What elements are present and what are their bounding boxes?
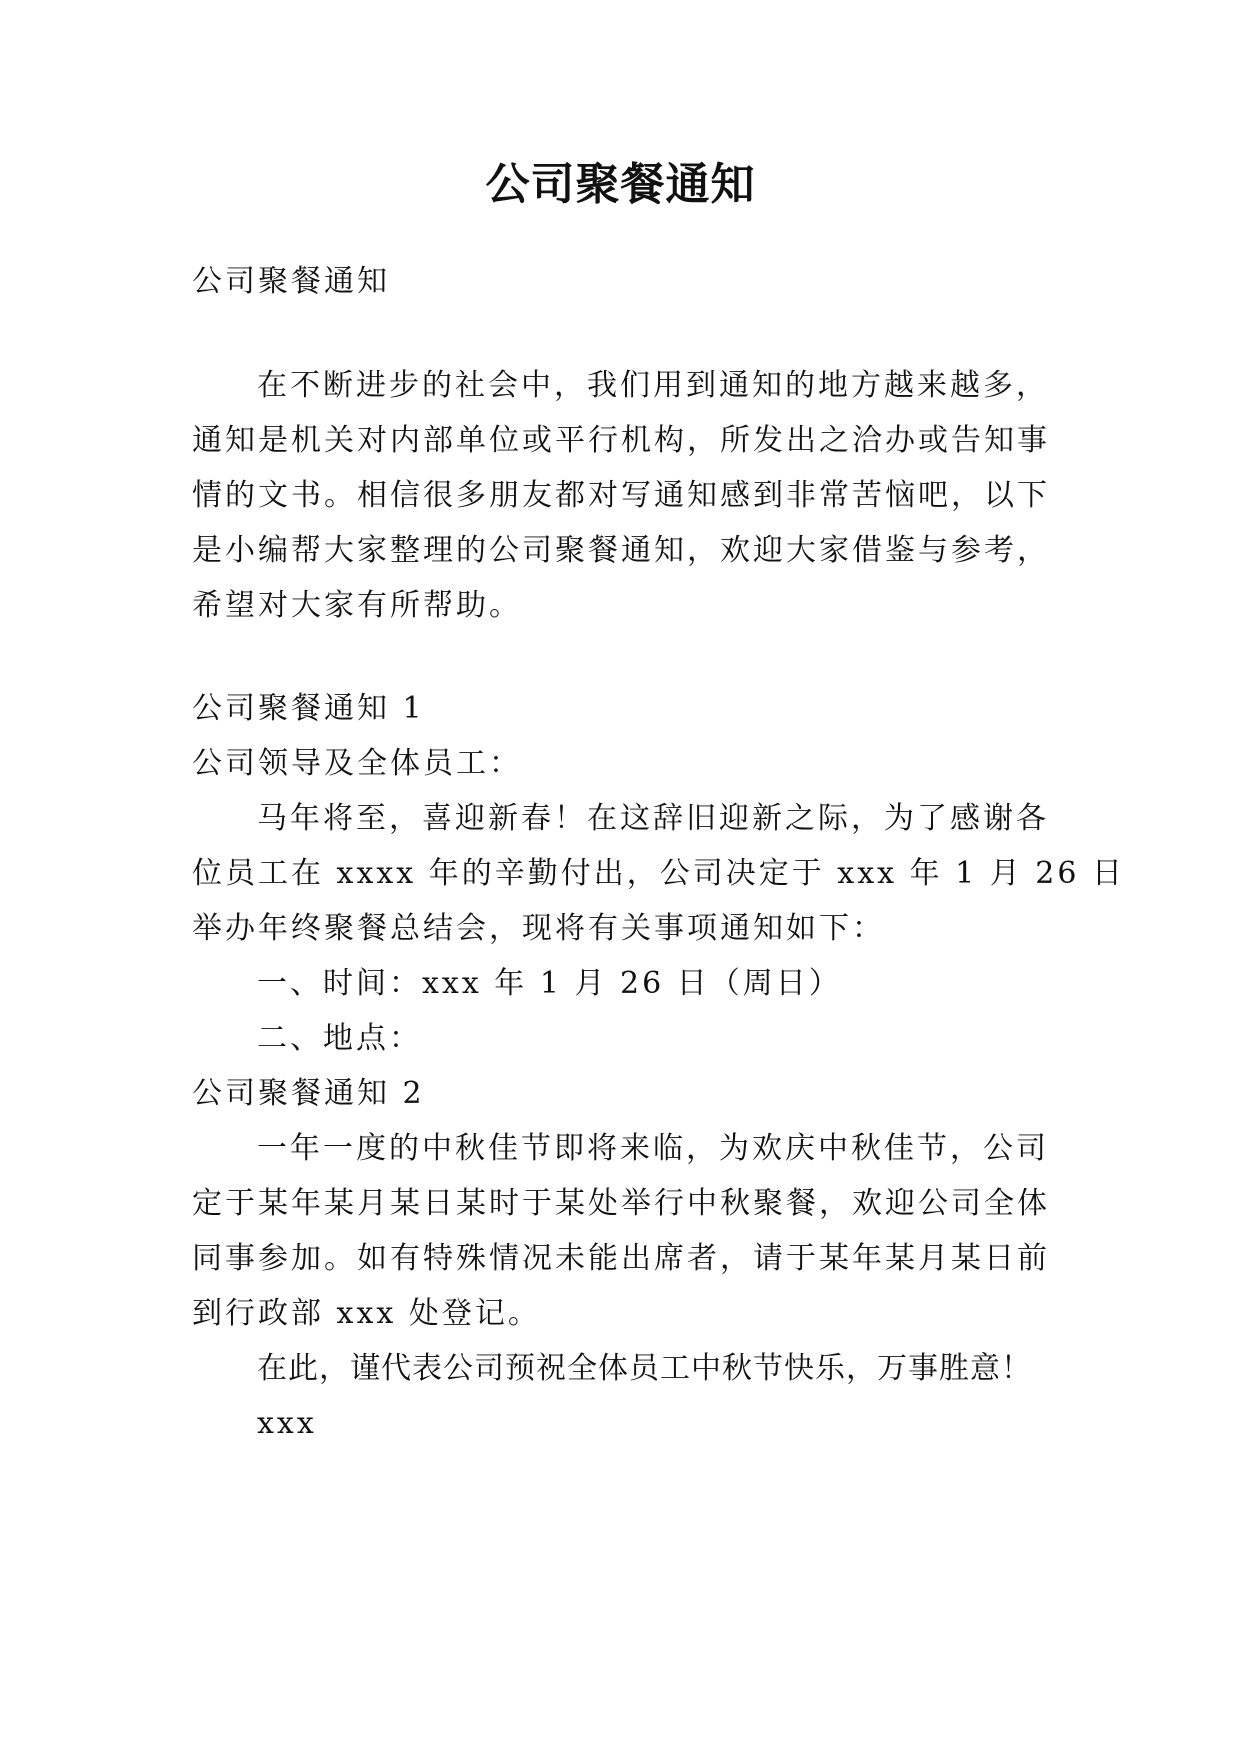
section2-body-line: 一年一度的中秋佳节即将来临，为欢庆中秋佳节，公司 — [257, 1131, 1049, 1166]
intro-line: 希望对大家有所帮助。 — [192, 588, 522, 623]
intro-line: 是小编帮大家整理的公司聚餐通知，欢迎大家借鉴与参考， — [192, 533, 1050, 568]
intro-line: 在不断进步的社会中，我们用到通知的地方越来越多， — [257, 368, 1049, 403]
section2-body-line: 定于某年某月某日某时于某处举行中秋聚餐，欢迎公司全体 — [192, 1186, 1050, 1221]
document-subtitle: 公司聚餐通知 — [192, 264, 390, 299]
section1-body-line: 位员工在 xxxx 年的辛勤付出，公司决定于 xxx 年 1 月 26 日 — [192, 856, 1125, 891]
section2-closing: 在此，谨代表公司预祝全体员工中秋节快乐，万事胜意！ — [257, 1351, 1032, 1386]
section2-body-line: 到行政部 xxx 处登记。 — [192, 1296, 541, 1331]
document-title: 公司聚餐通知 — [485, 159, 756, 210]
section1-salutation: 公司领导及全体员工： — [192, 746, 522, 781]
section2-heading: 公司聚餐通知 2 — [192, 1076, 425, 1111]
intro-line: 情的文书。相信很多朋友都对写通知感到非常苦恼吧，以下 — [192, 478, 1050, 513]
section1-body-line: 举办年终聚餐总结会，现将有关事项通知如下： — [192, 911, 885, 946]
intro-line: 通知是机关对内部单位或平行机构，所发出之洽办或告知事 — [192, 423, 1050, 458]
section1-item-place: 二、地点： — [257, 1021, 422, 1056]
section1-item-time: 一、时间：xxx 年 1 月 26 日（周日） — [257, 966, 842, 1001]
section2-signature: xxx — [257, 1406, 317, 1441]
section1-body-line: 马年将至，喜迎新春！在这辞旧迎新之际，为了感谢各 — [257, 801, 1049, 836]
section1-heading: 公司聚餐通知 1 — [192, 691, 425, 726]
section2-body-line: 同事参加。如有特殊情况未能出席者，请于某年某月某日前 — [192, 1241, 1050, 1276]
